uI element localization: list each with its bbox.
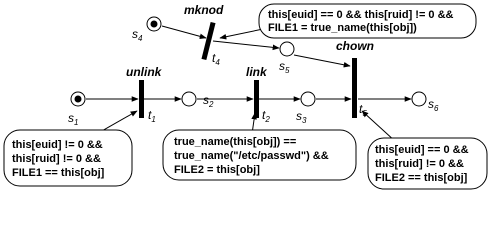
tokens	[75, 21, 158, 103]
place-label-s2: $s_2$	[203, 93, 214, 109]
guard-t1-line2: this[ruid] != 0 &&	[12, 153, 101, 165]
guard-t4-line2: FILE1 = true_name(this[obj])	[268, 22, 417, 34]
place-s3	[301, 92, 315, 106]
guard-t5-line1: this[euid] == 0 &&	[375, 144, 469, 156]
arc-t4-s5	[213, 41, 279, 48]
transition-name-link: link	[246, 65, 267, 79]
guard-t5-box	[368, 138, 487, 189]
place-label-s4: $s_4$	[132, 27, 143, 43]
transition-label-t2: $t_2$	[262, 108, 270, 124]
guard-t5-line2: this[ruid] != 0 &&	[375, 158, 464, 170]
guard-t1-line3: FILE1 == this[obj]	[12, 167, 105, 179]
transition-name-chown: chown	[336, 39, 374, 53]
place-s5	[280, 42, 294, 56]
transition-t5-bar	[352, 58, 357, 118]
transition-name-unlink: unlink	[126, 65, 162, 79]
guard-t1-line1: this[euid] != 0 &&	[12, 139, 103, 151]
guard-t2-line3: FILE2 = this[obj]	[174, 164, 260, 176]
guard-t1-box	[4, 130, 132, 186]
place-s2	[182, 92, 196, 106]
guard-t5-line3: FILE2 == this[obj]	[375, 172, 468, 184]
place-label-s5: $s_5$	[279, 59, 290, 75]
guard-t1-connector	[100, 111, 137, 132]
transition-label-t5: $t_5$	[359, 102, 367, 118]
transition-t2-bar	[254, 80, 259, 118]
guard-t2-line2: true_name("/etc/passwd") &&	[174, 150, 329, 162]
transition-name-mknod: mknod	[184, 3, 224, 17]
place-label-s6: $s_6$	[428, 97, 439, 113]
guard-t5-connector	[362, 111, 396, 142]
token-s1	[75, 96, 82, 103]
place-s6	[412, 92, 426, 106]
transition-t1-bar	[139, 80, 144, 118]
guard-t4-box	[259, 4, 476, 38]
arc-s4-t4	[162, 26, 206, 38]
guard-t4-line1: this[euid] == 0 && this[ruid] != 0 &&	[268, 9, 454, 21]
place-label-s1: $s_1$	[68, 111, 79, 127]
guard-t2-line1: true_name(this[obj]) ==	[174, 136, 297, 148]
guard-t2-box	[163, 130, 356, 180]
transition-label-t1: $t_1$	[148, 108, 156, 124]
transition-label-t4: $t_4$	[212, 51, 220, 67]
place-label-s3: $s_3$	[296, 109, 307, 125]
arc-s5-t5	[294, 55, 350, 66]
token-s4	[151, 21, 158, 28]
